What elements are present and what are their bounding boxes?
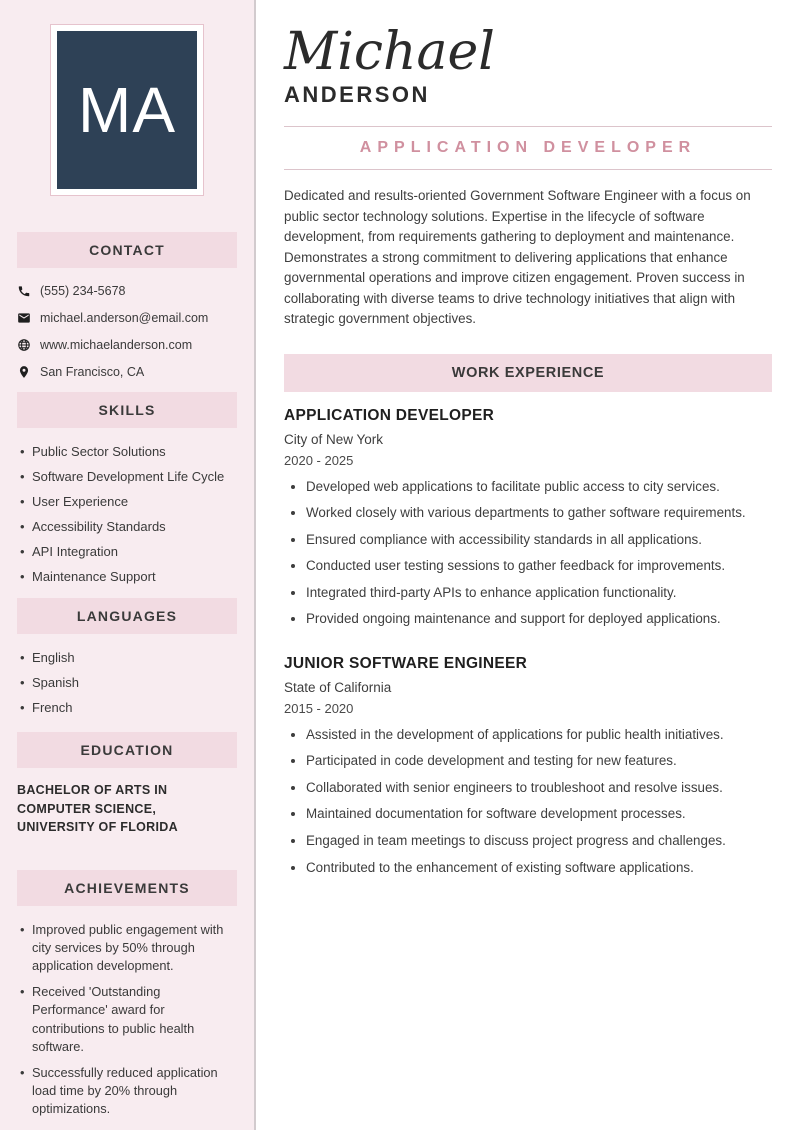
job-dates: 2015 - 2020 [284,700,354,716]
language-item: • English [20,649,237,667]
skill-item: • Software Development Life Cycle [20,468,237,486]
main-column [256,0,800,1130]
language-item: • French [20,699,237,717]
divider [284,169,772,170]
job-dates: 2020 - 2025 [284,452,354,468]
work-experience-heading: WORK EXPERIENCE [284,354,772,392]
contact-location [17,365,237,379]
last-name: ANDERSON [284,82,430,107]
contact-list [17,284,237,379]
contact-phone [17,284,237,298]
role-title: APPLICATION DEVELOPER [359,139,697,156]
contact-email-text: michael.anderson@email.com [40,311,209,325]
job-title: JUNIOR SOFTWARE ENGINEER [284,654,528,672]
job-bullet: • Conducted user testing sessions to gather feedback for improvements. [306,557,772,575]
job-bullet: • Provided ongoing maintenance and support for deployed applications. [306,610,772,628]
job-bullet: • Developed web applications to facilitate public access to city services. [306,478,772,496]
job-bullet: • Integrated third-party APIs to enhance application functionality. [306,584,772,602]
achievement-item: • Received 'Outstanding Performance' award for contributions to public health software. [20,983,237,1056]
job-entry [284,655,772,877]
profile-photo-frame [50,24,204,196]
contact-location-text: San Francisco, CA [40,365,145,379]
name-header [284,22,772,108]
job-title: APPLICATION DEVELOPER [284,406,495,424]
education-heading: EDUCATION [17,732,237,768]
contact-heading: CONTACT [17,232,237,268]
achievement-item: • Successfully reduced application load time by 20% through optimizations. [20,1064,237,1118]
job-bullet: • Assisted in the development of applications for public health initiatives. [306,726,772,744]
skill-item: • Accessibility Standards [20,518,237,536]
job-bullet: • Collaborated with senior engineers to troubleshoot and resolve issues. [306,779,772,797]
achievements-list [20,921,237,1119]
profile-initials: MA [57,31,197,189]
job-bullet: • Contributed to the enhancement of existing software applications. [306,859,772,877]
job-bullet-list [284,478,772,629]
job-bullet-list [284,726,772,877]
job-bullet: • Ensured compliance with accessibility standards in all applications. [306,531,772,549]
achievement-item: • Improved public engagement with city services by 50% through application development. [20,921,237,975]
education-section [0,732,254,835]
education-degree: BACHELOR OF ARTS IN COMPUTER SCIENCE, UNIVERSITY OF FLORIDA [17,783,178,834]
email-icon [17,311,31,325]
contact-section [0,232,254,379]
sidebar [0,0,256,1130]
job-bullet: • Maintained documentation for software development processes. [306,805,772,823]
job-company: City of New York [284,431,384,447]
job-bullet: • Engaged in team meetings to discuss project progress and challenges. [306,832,772,850]
job-bullet: • Participated in code development and testing for new features. [306,752,772,770]
skills-section [0,392,254,586]
skills-list [20,443,237,586]
languages-heading: LANGUAGES [17,598,237,634]
job-company: State of California [284,679,392,695]
contact-email [17,311,237,325]
job-entry [284,407,772,629]
skill-item: • User Experience [20,493,237,511]
first-name: Michael [284,22,495,82]
location-pin-icon [17,365,31,379]
achievements-section [0,870,254,1119]
achievements-heading: ACHIEVEMENTS [17,870,237,906]
language-item: • Spanish [20,674,237,692]
contact-website-text: www.michaelanderson.com [40,338,193,352]
contact-website [17,338,237,352]
skill-item: • Maintenance Support [20,568,237,586]
skills-heading: SKILLS [17,392,237,428]
globe-icon [17,338,31,352]
languages-section [0,598,254,717]
skill-item: • API Integration [20,543,237,561]
job-bullet: • Worked closely with various departments to gather software requirements. [306,504,772,522]
languages-list [20,649,237,717]
professional-summary: Dedicated and results-oriented Government Software Engineer with a focus on public sector technology solutions. Expertise in the lifecycle of software development, from requirements gathering to deployment and maintenance. Demonstrates a strong commitment to delivering applications that enhance governmental operations and improve citizen engagement. Proven success in collaborating with diverse teams to drive technology initiatives that align with strategic government objectives. [284,188,751,326]
skill-item: • Public Sector Solutions [20,443,237,461]
phone-icon [17,284,31,298]
contact-phone-text: (555) 234-5678 [40,284,126,298]
